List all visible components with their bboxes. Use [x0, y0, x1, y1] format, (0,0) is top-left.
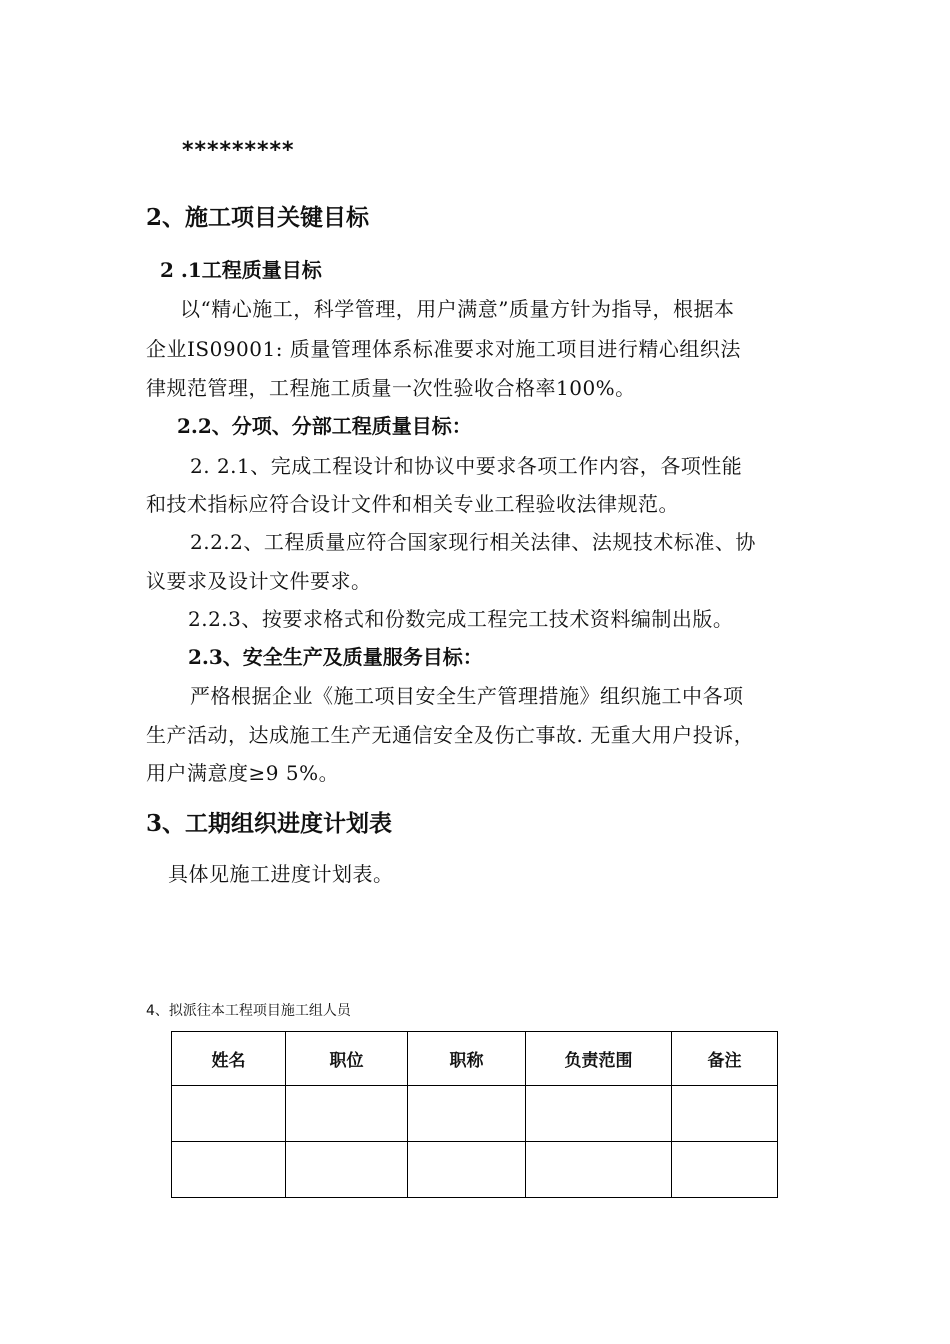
paragraph-line: 议要求及设计文件要求。 — [146, 569, 372, 593]
asterisk-line: ********* — [182, 138, 295, 163]
table-cell — [672, 1086, 778, 1142]
table-cell — [526, 1142, 672, 1198]
section-3-text: 具体见施工进度计划表。 — [168, 862, 394, 886]
paragraph-line: 严格根据企业《施工项目安全生产管理措施》组织施工中各项 — [190, 684, 744, 708]
paragraph-line: 2.2.3、按要求格式和份数完成工程完工技术资料编制出版。 — [188, 607, 734, 631]
header-remarks: 备注 — [672, 1032, 778, 1086]
section-2-2-title: 2.2、分项、分部工程质量目标： — [177, 414, 472, 438]
table-cell — [286, 1142, 408, 1198]
header-responsibility: 负责范围 — [526, 1032, 672, 1086]
section-3-title: 3、工期组织进度计划表 — [146, 810, 393, 837]
table-cell — [286, 1086, 408, 1142]
paragraph-line: 用户满意度≥9 5%。 — [146, 761, 340, 785]
table-cell — [408, 1142, 526, 1198]
paragraph-line: 和技术指标应符合设计文件和相关专业工程验收法律规范。 — [146, 492, 679, 516]
paragraph-line: 以“精心施工，科学管理，用户满意”质量方针为指导，根据本 — [180, 297, 735, 321]
table-cell — [526, 1086, 672, 1142]
table-cell — [172, 1142, 286, 1198]
table-cell — [672, 1142, 778, 1198]
header-name: 姓名 — [172, 1032, 286, 1086]
paragraph-line: 生产活动，达成施工生产无通信安全及伤亡事故. 无重大用户投诉， — [146, 723, 755, 747]
table-row — [172, 1142, 778, 1198]
paragraph-line: 2.2.2、工程质量应符合国家现行相关法律、法规技术标准、协 — [190, 530, 756, 554]
header-title: 职称 — [408, 1032, 526, 1086]
paragraph-line: 2. 2.1、完成工程设计和协议中要求各项工作内容，各项性能 — [190, 454, 743, 478]
table-header-row — [172, 1032, 778, 1086]
section-2-title: 2、施工项目关键目标 — [146, 204, 370, 231]
section-2-1-title: 2 .1工程质量目标 — [160, 258, 322, 282]
table-row — [172, 1086, 778, 1142]
section-2-3-title: 2.3、安全生产及质量服务目标： — [188, 645, 483, 669]
paragraph-line: 企业IS09001: 质量管理体系标准要求对施工项目进行精心组织法 — [146, 337, 741, 361]
paragraph-line: 律规范管理，工程施工质量一次性验收合格率100%。 — [146, 376, 636, 400]
table-caption: 4、拟派往本工程项目施工组人员 — [146, 1003, 351, 1019]
table-cell — [408, 1086, 526, 1142]
table-cell — [172, 1086, 286, 1142]
staff-table — [171, 1031, 778, 1198]
header-position: 职位 — [286, 1032, 408, 1086]
